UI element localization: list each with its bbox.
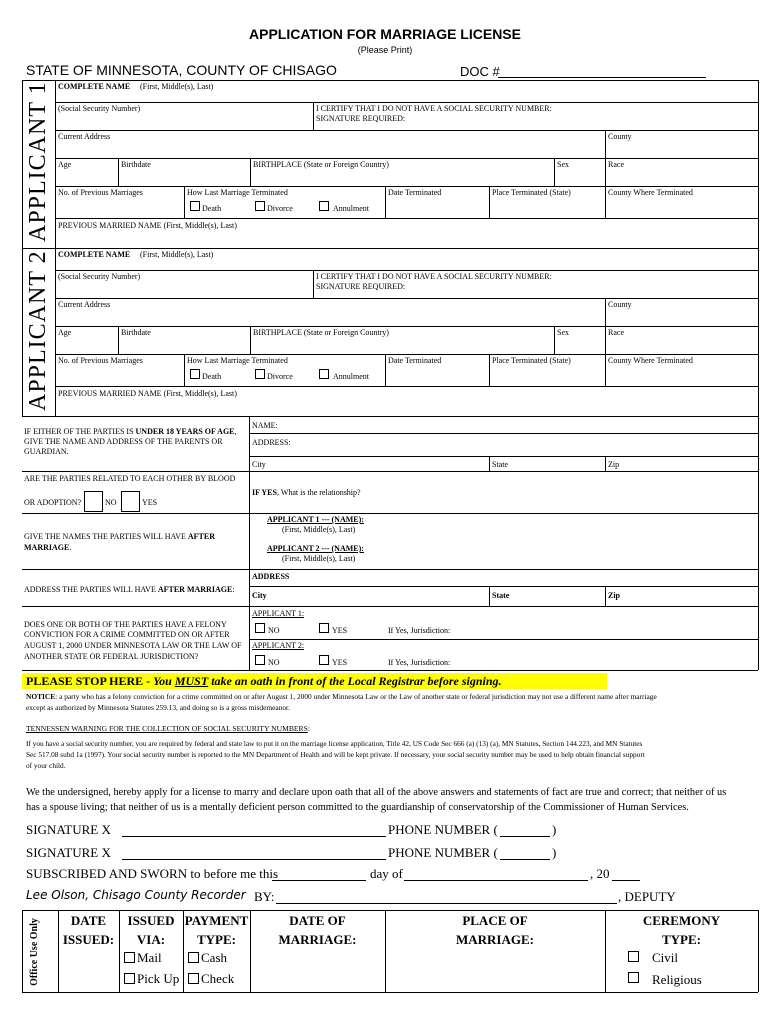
rule [758, 80, 759, 248]
certify-no-ssn: I CERTIFY THAT I DO NOT HAVE A SOCIAL SECURITY NUMBER: [316, 104, 552, 113]
signature-1-field[interactable] [122, 836, 386, 837]
death-label: Death [202, 204, 222, 213]
notice-text-line2: except as authorized by Minnesota Statutes 259.13, and doing so is a gross misdemeanor. [26, 703, 290, 712]
sex-label: Sex [557, 160, 569, 169]
certify-no-ssn: I CERTIFY THAT I DO NOT HAVE A SOCIAL SECURITY NUMBER: [316, 272, 552, 281]
rule [250, 158, 251, 186]
rule [22, 910, 23, 992]
rule [249, 639, 758, 640]
felony-2-no-label: NO [268, 658, 280, 667]
applicant-2-label: APPLICANT 2 [25, 250, 51, 411]
phone-2-label: PHONE NUMBER ( [388, 845, 498, 860]
signature-2-label: SIGNATURE X [26, 845, 111, 860]
new-name-applicant-2: APPLICANT 2 --- (NAME): [267, 544, 364, 553]
under-18-question-line3: GUARDIAN. [24, 447, 69, 456]
ceremony-type-heading: CEREMONY [642, 913, 721, 928]
related-no-checkbox[interactable] [84, 491, 103, 512]
deputy-field[interactable] [276, 903, 617, 904]
rule [489, 456, 490, 471]
pickup-label: Pick Up [137, 971, 180, 986]
rule [489, 354, 490, 386]
rule [249, 586, 758, 587]
related-no-label: NO [105, 498, 117, 507]
address-after-marriage-question: ADDRESS THE PARTIES WILL HAVE AFTER MARRIAGE: [24, 585, 235, 594]
how-terminated-label: How Last Marriage Terminated [187, 356, 288, 365]
parent-zip-label: Zip [608, 460, 620, 469]
death-checkbox[interactable] [190, 201, 200, 211]
annulment-checkbox[interactable] [319, 369, 329, 379]
rule [385, 354, 386, 386]
date-issued-heading-line2: ISSUED: [62, 932, 115, 947]
felony-2-no-checkbox[interactable] [255, 655, 265, 665]
new-state-label: State [492, 591, 510, 600]
felony-1-yes-label: YES [332, 626, 348, 635]
signature-required: SIGNATURE REQUIRED: [316, 282, 406, 291]
rule [22, 992, 758, 993]
rule [118, 326, 119, 354]
pickup-checkbox[interactable] [124, 973, 135, 984]
form-subtitle: (Please Print) [357, 45, 413, 55]
felony-1-no-label: NO [268, 626, 280, 635]
rule [249, 456, 758, 457]
cash-label: Cash [201, 950, 227, 965]
complete-name-hint: (First, Middle(s), Last) [140, 82, 214, 91]
rule [313, 102, 314, 130]
new-name-applicant-1: APPLICANT 1 --- (NAME): [267, 515, 364, 524]
rule [184, 354, 185, 386]
current-address-label: Current Address [58, 300, 111, 309]
rule [605, 326, 606, 354]
phone-1-field[interactable] [500, 836, 550, 837]
day-of-label: day of [370, 866, 403, 881]
rule [489, 586, 490, 606]
felony-2-yes-checkbox[interactable] [319, 655, 329, 665]
check-label: Check [201, 971, 235, 986]
rule [554, 158, 555, 186]
birthplace-label: BIRTHPLACE (State or Foreign Country) [253, 328, 389, 337]
county-label: County [608, 300, 632, 309]
rule [605, 354, 606, 386]
oath-text-1: We the undersigned, hereby apply for a license to marry and declare upon oath that all of the above answers and statements of fact are true and correct; that neither of us [26, 787, 727, 798]
felony-1-jurisdiction: If Yes, Jurisdiction: [388, 626, 451, 635]
complete-name-label: COMPLETE NAME [58, 82, 131, 91]
rule [605, 158, 606, 186]
new-city-label: City [252, 591, 267, 600]
ceremony-type-heading-line2: TYPE: [662, 932, 701, 947]
doc-label: DOC # [460, 64, 500, 79]
rule [385, 186, 386, 218]
complete-name-label: COMPLETE NAME [58, 250, 131, 259]
ssn-label: (Social Security Number) [58, 272, 141, 281]
phone-1-label: PHONE NUMBER ( [388, 822, 498, 837]
civil-checkbox[interactable] [628, 951, 639, 962]
check-checkbox[interactable] [188, 973, 199, 984]
sworn-year-field[interactable] [612, 880, 640, 881]
county-terminated-label: County Where Terminated [608, 356, 693, 365]
parent-name-label: NAME: [252, 421, 278, 430]
felony-question: DOES ONE OR BOTH OF THE PARTIES HAVE A FELONY [24, 620, 227, 629]
place-of-marriage-heading: PLACE OF [462, 913, 528, 928]
rule [22, 80, 23, 248]
rule [22, 471, 758, 472]
state-county-heading: STATE OF MINNESOTA, COUNTY OF CHISAGO [26, 62, 337, 78]
rule [605, 298, 606, 326]
felony-applicant-1: APPLICANT 1: [252, 609, 305, 618]
applicant-1-label: APPLICANT 1 [25, 81, 51, 242]
rule [758, 416, 759, 670]
rule [55, 186, 758, 187]
signature-2-field[interactable] [122, 859, 386, 860]
current-address-label: Current Address [58, 132, 111, 141]
stop-here-banner: PLEASE STOP HERE - You MUST take an oath in front of the Local Registrar before signing. [26, 674, 502, 688]
felony-applicant-2: APPLICANT 2: [252, 641, 305, 650]
death-checkbox[interactable] [190, 369, 200, 379]
county-terminated-label: County Where Terminated [608, 188, 693, 197]
related-question-line2: OR ADOPTION? [24, 498, 82, 507]
mail-checkbox[interactable] [124, 952, 135, 963]
rule [758, 248, 759, 416]
rule [249, 416, 250, 670]
rule [22, 248, 758, 249]
date-issued-heading: DATE [70, 913, 107, 928]
death-label: Death [202, 372, 222, 381]
rule [250, 326, 251, 354]
prev-marriages-label: No. of Previous Marriages [58, 356, 143, 365]
year-prefix: , 20 [590, 866, 610, 881]
rule [249, 433, 758, 434]
rule [184, 186, 185, 218]
annulment-label: Annulment [333, 204, 369, 213]
rule [55, 270, 758, 271]
under-18-question-line2: GIVE THE NAME AND ADDRESS OF THE PARENTS OR [24, 437, 223, 446]
rule [605, 186, 606, 218]
place-terminated-label: Place Terminated (State) [492, 356, 571, 365]
rule [55, 158, 758, 159]
names-after-marriage-question: GIVE THE NAMES THE PARTIES WILL HAVE AFTER [24, 532, 216, 541]
how-terminated-label: How Last Marriage Terminated [187, 188, 288, 197]
rule [55, 298, 758, 299]
payment-type-heading-line2: TYPE: [197, 932, 236, 947]
phone-2-field[interactable] [500, 859, 550, 860]
county-label: County [608, 132, 632, 141]
mail-label: Mail [137, 950, 162, 965]
rule [55, 326, 758, 327]
civil-label: Civil [652, 950, 679, 965]
office-use-label: Office Use Only [29, 918, 40, 986]
tennessen-heading: TENNESSEN WARNING FOR THE COLLECTION OF SOCIAL SECURITY NUMBERS: [26, 724, 310, 733]
divorce-checkbox[interactable] [255, 201, 265, 211]
new-name-applicant-1-hint: (First, Middle(s), Last) [282, 525, 356, 534]
new-name-applicant-2-hint: (First, Middle(s), Last) [282, 554, 356, 563]
religious-checkbox[interactable] [628, 972, 639, 983]
rule [22, 513, 758, 514]
parent-state-label: State [492, 460, 508, 469]
sex-label: Sex [557, 328, 569, 337]
rule [605, 586, 606, 606]
birthplace-label: BIRTHPLACE (State or Foreign Country) [253, 160, 389, 169]
birthdate-label: Birthdate [121, 160, 151, 169]
rule [489, 186, 490, 218]
rule [118, 158, 119, 186]
rule [55, 130, 758, 131]
date-terminated-label: Date Terminated [388, 356, 442, 365]
date-of-marriage-heading: DATE OF [289, 913, 346, 928]
felony-question-line4: ANOTHER STATE OR FEDERAL JURISDICTION? [24, 652, 199, 661]
sworn-day-field[interactable] [272, 880, 366, 881]
doc-number-field[interactable] [498, 77, 706, 78]
signature-1-label: SIGNATURE X [26, 822, 111, 837]
issued-via-heading: ISSUED [127, 913, 175, 928]
place-terminated-label: Place Terminated (State) [492, 188, 571, 197]
birthdate-label: Birthdate [121, 328, 151, 337]
felony-1-yes-checkbox[interactable] [319, 623, 329, 633]
felony-2-jurisdiction: If Yes, Jurisdiction: [388, 658, 451, 667]
age-label: Age [58, 160, 72, 169]
payment-type-heading: PAYMENT [184, 913, 249, 928]
age-label: Age [58, 328, 72, 337]
divorce-label: Divorce [267, 204, 293, 213]
rule [22, 416, 758, 417]
sworn-month-field[interactable] [404, 880, 588, 881]
cash-checkbox[interactable] [188, 952, 199, 963]
prev-married-name-label: PREVIOUS MARRIED NAME (First, Middle(s), Last) [58, 221, 237, 230]
rule [22, 670, 758, 671]
rule [22, 248, 23, 416]
rule [22, 910, 758, 911]
parent-city-label: City [252, 460, 266, 469]
related-question: ARE THE PARTIES RELATED TO EACH OTHER BY BLOOD [24, 474, 236, 483]
annulment-checkbox[interactable] [319, 201, 329, 211]
relationship-label: IF YES, What is the relationship? [252, 488, 361, 497]
prev-marriages-label: No. of Previous Marriages [58, 188, 143, 197]
rule [55, 102, 758, 103]
felony-question-line2: CONVICTION FOR A CRIME COMMITTED ON OR AFTER [24, 630, 230, 639]
annulment-label: Annulment [333, 372, 369, 381]
rule [22, 606, 758, 607]
prev-married-name-label: PREVIOUS MARRIED NAME (First, Middle(s), Last) [58, 389, 237, 398]
rule [55, 218, 758, 219]
related-yes-label: YES [142, 498, 158, 507]
names-after-marriage-question-line2: MARRIAGE. [24, 543, 72, 552]
rule [554, 326, 555, 354]
sworn-label: SUBSCRIBED AND SWORN to before me this [26, 866, 279, 881]
rule [55, 80, 56, 248]
notice-text: NOTICE: a party who has a felony conviction for a crime committed on or after August 1, 2000 under Minnesota Law or the Law of another state or federal jurisdiction may not use a different name after marriage [26, 692, 657, 701]
phone-2-close: ) [552, 845, 557, 860]
rule [605, 130, 606, 158]
rule [22, 80, 758, 81]
religious-label: Religious [652, 972, 702, 987]
deputy-label: , DEPUTY [618, 889, 676, 904]
signature-required: SIGNATURE REQUIRED: [316, 114, 406, 123]
rule [22, 569, 758, 570]
felony-2-yes-label: YES [332, 658, 348, 667]
divorce-label: Divorce [267, 372, 293, 381]
felony-question-line3: AUGUST 1, 2000 UNDER MINNESOTA LAW OR THE LAW OF [24, 641, 242, 650]
complete-name-hint: (First, Middle(s), Last) [140, 250, 214, 259]
place-of-marriage-heading-line2: MARRIAGE: [456, 932, 534, 947]
date-of-marriage-heading-line2: MARRIAGE: [278, 932, 357, 947]
under-18-question: IF EITHER OF THE PARTIES IS UNDER 18 YEARS OF AGE, [24, 427, 237, 436]
new-zip-label: Zip [608, 591, 621, 600]
by-label: BY: [254, 889, 275, 904]
race-label: Race [608, 160, 624, 169]
parent-address-label: ADDRESS: [252, 438, 291, 447]
phone-1-close: ) [552, 822, 557, 837]
tennessen-text-1: If you have a social security number, you are required by federal and state law to put it on the marriage license application, Title 42, US Code Sec 666 (a) (13) (a), MN Statutes, Section 144.223, and MN Statutes [26, 739, 643, 748]
oath-text-2: has a spouse living; that neither of us is a mentally deficient person committed to the guardianship of conservatorship of the Commissioner of Human Services. [26, 802, 689, 813]
rule [55, 248, 56, 416]
rule [55, 354, 758, 355]
rule [55, 386, 758, 387]
ssn-label: (Social Security Number) [58, 104, 141, 113]
date-terminated-label: Date Terminated [388, 188, 442, 197]
rule [605, 456, 606, 471]
rule [758, 910, 759, 992]
recorder-name: Lee Olson, Chisago County Recorder [26, 888, 246, 902]
form-title: APPLICATION FOR MARRIAGE LICENSE [249, 26, 521, 42]
tennessen-text-3: of your child. [26, 761, 66, 770]
tennessen-text-2: Sec 517.08 subd 1a (1997). Your social security number is reported to the MN Department of Health and will be kept private. If necessary, your social security number may be used to help obtain financial support [26, 750, 645, 759]
race-label: Race [608, 328, 624, 337]
new-address-label: ADDRESS [252, 572, 290, 581]
related-yes-checkbox[interactable] [121, 491, 140, 512]
felony-1-no-checkbox[interactable] [255, 623, 265, 633]
divorce-checkbox[interactable] [255, 369, 265, 379]
rule [313, 270, 314, 298]
issued-via-heading-line2: VIA: [136, 932, 166, 947]
